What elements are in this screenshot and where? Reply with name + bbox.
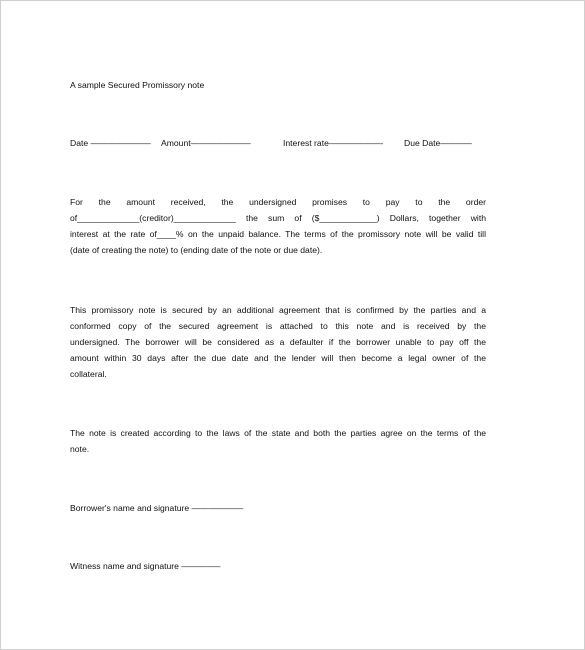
paragraph-line: For the amount received, the undersigned promises to pay to the order xyxy=(70,197,486,207)
security-paragraph xyxy=(70,302,486,382)
paragraph-line: This promissory note is secured by an additional agreement that is confirmed by the parties and a xyxy=(70,305,486,315)
governing-law-paragraph xyxy=(70,425,486,457)
paragraph-line: The note is created according to the laws of the state and both the parties agree on the terms of the xyxy=(70,428,486,438)
witness-signature-line: Witness name and signature ————– xyxy=(70,561,221,571)
paragraph-line: amount within 30 days after the due date and the lender will then become a legal owner of the xyxy=(70,353,486,363)
due-date-field: Due Date——––– xyxy=(404,138,472,148)
document-title: A sample Secured Promissory note xyxy=(70,80,205,90)
paragraph-line: of_____________(creditor)_____________ the sum of ($____________) Dollars, together with xyxy=(70,213,486,223)
payment-terms-paragraph xyxy=(70,194,486,258)
paragraph-line: note. xyxy=(70,444,90,454)
amount-field: Amount——————— xyxy=(161,138,251,148)
date-field: Date ——————— xyxy=(70,138,151,148)
paragraph-line: (date of creating the note) to (ending date of the note or due date). xyxy=(70,245,323,255)
paragraph-line: conformed copy of the secured agreement is attached to this note and is received by the xyxy=(70,321,486,331)
interest-rate-field: Interest rate——————- xyxy=(283,138,384,148)
paragraph-line: undersigned. The borrower will be considered as a defaulter if the borrower unable to pay off the xyxy=(70,337,486,347)
paragraph-line: collateral. xyxy=(70,369,107,379)
borrower-signature-line: Borrower's name and signature —————— xyxy=(70,503,244,513)
paragraph-line: interest at the rate of____% on the unpaid balance. The terms of the promissory note will be valid till xyxy=(70,229,486,239)
